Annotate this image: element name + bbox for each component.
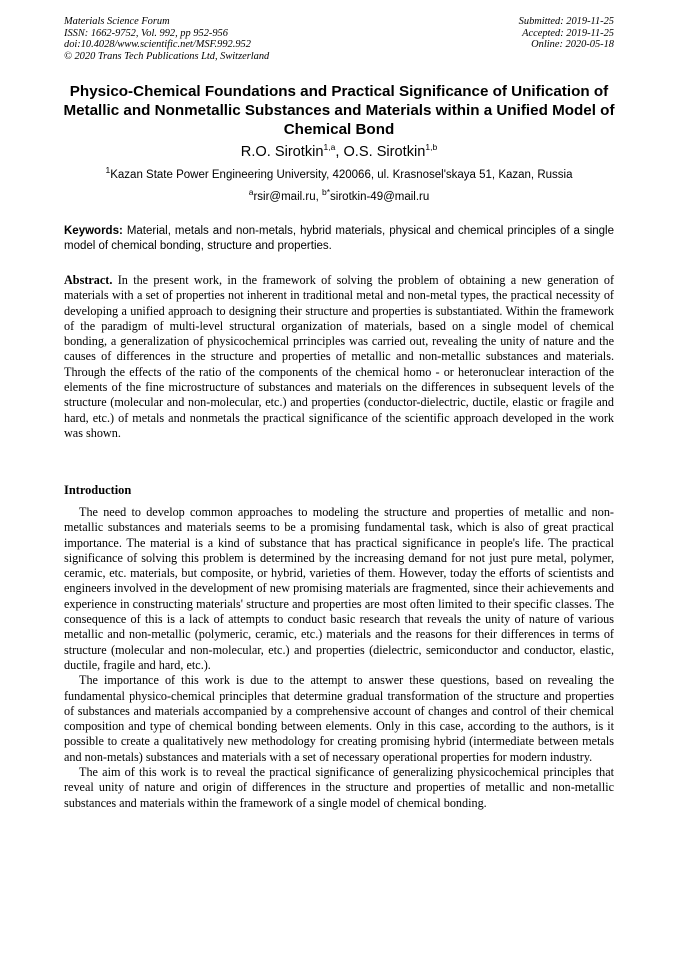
affiliation-text: Kazan State Power Engineering University, 420066, ul. Krasnosel'skaya 51, Kazan, Russia <box>110 169 573 181</box>
keywords-text: Material, metals and non-metals, hybrid materials, physical and chemical principles of a single model of chemical bonding, structure and properties. <box>64 225 614 252</box>
keywords-label: Keywords: <box>64 225 123 237</box>
email-marker: a <box>248 187 254 198</box>
paragraph: The importance of this work is due to the attempt to answer these questions, based on revealing the fundamental physico-chemical principles that determine gradual transformation of the structure and properties of substances and materials accompanied by a comprehensive account of changes and control of their chemical composition and type of chemical bonding between elements. Only in this case, according to the authors, is it possible to create a qualitatively new methodology for creating promising hybrid (intermediate between metals and non-metals) substances and materials with a set of necessary operational properties for modern industry. <box>64 673 614 764</box>
author-emails: $^a$rsir@mail.ru, $^{b*}$sirotkin-49@mail.ru <box>248 187 430 203</box>
keywords-section <box>64 224 614 254</box>
abstract-section <box>64 273 614 441</box>
author-marker: 1,a <box>323 142 336 153</box>
submission-dates <box>394 16 614 51</box>
email-marker: b* <box>322 187 331 198</box>
journal-issn: ISSN: 1662-9752, Vol. 992, pp 952-956 <box>64 27 228 39</box>
abstract-text: In the present work, in the framework of solving the problem of obtaining a new generation of materials with a set of properties not inherent in traditional metal and non-metal types, the practical necessity of developing a unified approach to designing their structure and properties is substantiated. Within the framework of the paradigm of multi-level structural organization of materials, based on a single model of chemical bonding, a generalization of physicochemical prrinciples was carried out, revealing the unity of nature and the causes of differences in the structure and properties of metallic and non-metallic substances and materials. Through the effects of the ratio of the components of the chemical homo - or heteronuclear interaction of the elements of the fine microstructure of substances and materials on the differences in subsequent levels of the structure (molecular and non-molecular, etc.) and properties (conductor-dielectric, ductile, elastic or fragile and hard, etc.) of metals and nonmetals the practical significance of the scientific approach developed in the work was shown. <box>64 273 615 440</box>
author-name: O.S. Sirotkin <box>343 144 426 160</box>
author-marker: 1,b <box>425 142 438 153</box>
author-name: R.O. Sirotkin <box>240 144 324 160</box>
online-date: Online: 2020-05-18 <box>531 39 614 51</box>
journal-doi: doi:10.4028/www.scientific.net/MSF.992.952 <box>64 39 251 51</box>
affiliation <box>56 165 622 182</box>
section-heading: Introduction <box>64 483 132 497</box>
introduction-body <box>64 505 614 811</box>
accepted-date: Accepted: 2019-11-25 <box>522 27 614 39</box>
paragraph: The need to develop common approaches to modeling the structure and properties of metallic and non-metallic substances and materials seems to be a promising fundamental task, which is also of great practical importance. The material is a kind of substance that has practical significance in people's life. The practical significance of solving this problem is determined by the increasing demand for not just pure metal, polymer, ceramic, etc. materials, but composite, or hybrid, varieties of them. However, today the efforts of scientists and engineers involved in the development of new promising materials are fragmented, since their achievements and experience in constructing materials' structure and properties are most often limited to their specific classes. The consequence of this is a lack of attempts to conduct basic research that reveals the unity of nature of various metallic and non-metallic (polymeric, ceramic, etc.) materials and the reasons for their differences in terms of structure (molecular and non-molecular, etc.) and properties (dielectric, semiconductor and conductor, elastic, ductile, fragile and hard, etc.). <box>64 505 614 672</box>
paper-title: Physico-Chemical Foundations and Practical Significance of Unification of Metallic and Nonmetallic Substances and Materials within a Unified Model of Chemical Bond <box>63 83 615 138</box>
affiliation-marker: 1 <box>105 165 111 176</box>
journal-name: Materials Science Forum <box>64 16 170 27</box>
submitted-date: Submitted: 2019-11-25 <box>518 16 614 27</box>
journal-info <box>64 16 364 62</box>
author-list: R.O. Sirotkin$^{1,a}$, O.S. Sirotkin$^{1,b}$ <box>240 142 438 160</box>
abstract-label: Abstract. <box>64 273 113 287</box>
email-link[interactable]: sirotkin-49@mail.ru <box>330 191 430 203</box>
journal-copyright: © 2020 Trans Tech Publications Ltd, Switzerland <box>64 50 270 62</box>
email-link[interactable]: rsir@mail.ru <box>253 191 316 203</box>
paragraph: The aim of this work is to reveal the practical significance of generalizing physicochemical principles that reveal unity of nature and origin of differences in the structure and properties of metallic and non-metallic substances and materials within the framework of a single model of chemical bonding. <box>64 765 614 810</box>
